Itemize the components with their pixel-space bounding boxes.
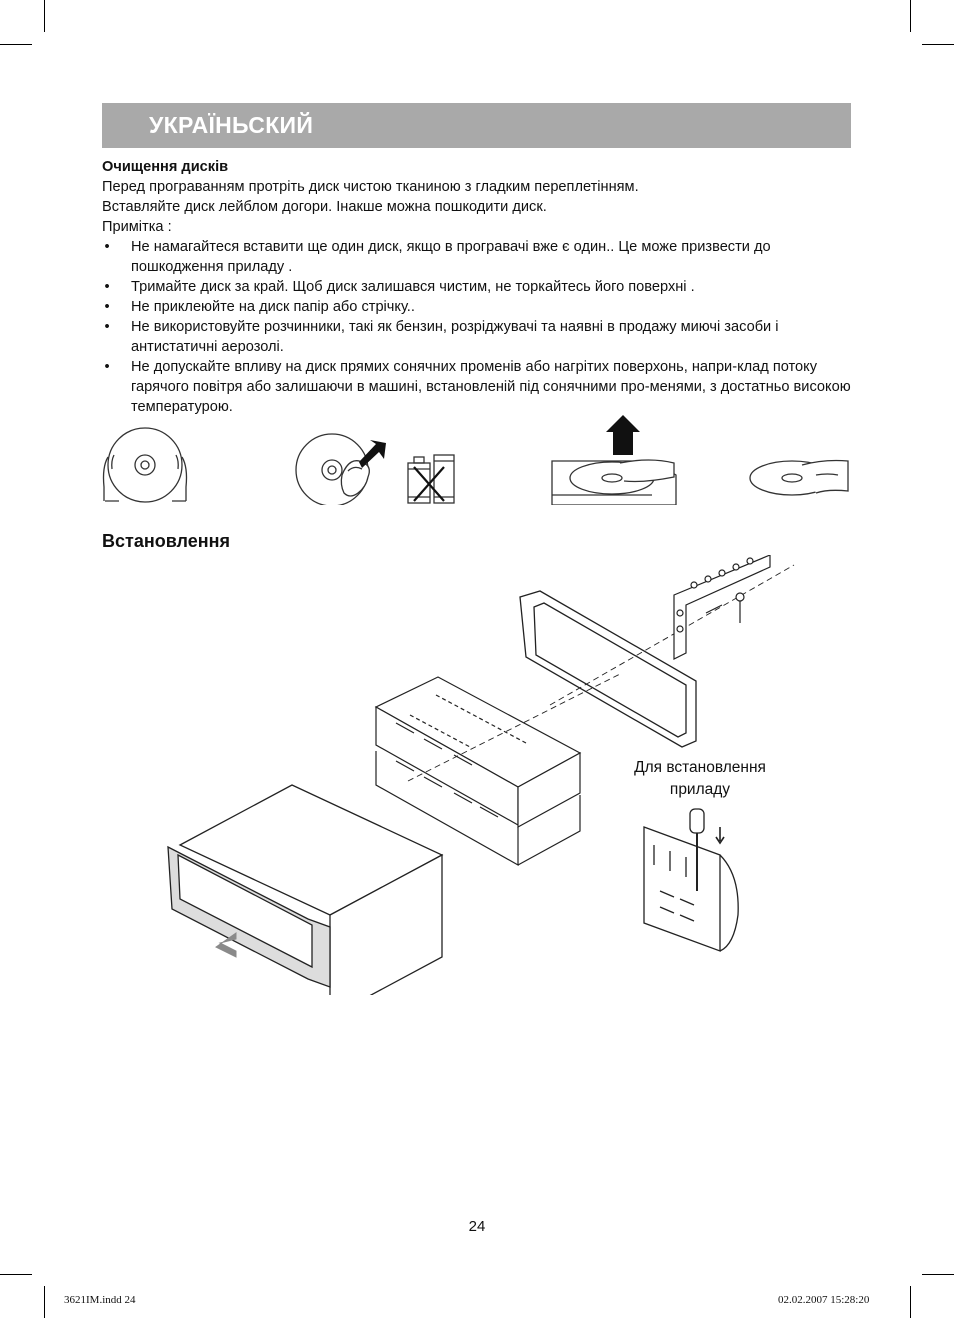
note-text: Не намагайтеся вставити ще один диск, якщо в програвачі вже є один.. Це може призвести до пошкодження приладу . bbox=[131, 239, 771, 275]
caption-line: Для встановлення bbox=[634, 759, 766, 776]
crop-mark bbox=[0, 1274, 32, 1275]
crop-mark bbox=[922, 44, 954, 45]
language-header-bar bbox=[102, 103, 851, 148]
note-item bbox=[102, 357, 854, 417]
bullet: • bbox=[104, 359, 110, 375]
bullet: • bbox=[104, 239, 110, 255]
file-slug: 3621IM.indd 24 bbox=[64, 1294, 136, 1306]
page-number: 24 bbox=[468, 1218, 486, 1235]
bullet: • bbox=[104, 279, 110, 295]
hands-holding-disc-icon bbox=[104, 428, 187, 502]
disc-care-section bbox=[102, 157, 854, 417]
language-title: УКРАЇНЬСКИЙ bbox=[149, 112, 314, 138]
note-text: Не використовуйте розчинники, такі як бензин, розріджувачі та наявні в продажу миючі засоби і антистатичні аерозолі. bbox=[131, 319, 779, 355]
direction-arrow-icon bbox=[359, 440, 386, 468]
caption-line: приладу bbox=[669, 781, 731, 798]
crop-mark bbox=[44, 1286, 45, 1318]
cleaning-disc-icon bbox=[296, 434, 369, 505]
crop-mark bbox=[0, 44, 32, 45]
print-timestamp: 02.02.2007 15:28:20 bbox=[778, 1294, 870, 1306]
no-solvent-icon bbox=[408, 455, 454, 503]
eject-arrow-icon bbox=[606, 415, 640, 455]
installation-title: Встановлення bbox=[102, 531, 230, 551]
note-label: Примітка : bbox=[102, 219, 172, 235]
crop-mark bbox=[910, 0, 911, 32]
note-item bbox=[102, 297, 854, 317]
note-text: Не допускайте впливу на диск прямих сонячних променів або нагрітих поверхонь, напри-клад потоку гарячого повітря або залишаючи в машині, встановленій під сонячними про-менями, з достатньо високою температурою. bbox=[131, 359, 851, 415]
disc-handling-illustrations bbox=[100, 415, 854, 505]
note-text: Не приклеюйте на диск папір або стрічку.. bbox=[131, 299, 415, 315]
body-line: Вставляйте диск лейблом догори. Інакше можна пошкодити диск. bbox=[102, 199, 547, 215]
mounting-bracket-illustration bbox=[674, 555, 770, 659]
mounting-sleeve-illustration bbox=[376, 677, 580, 865]
radio-unit-illustration bbox=[168, 785, 442, 995]
bullet: • bbox=[104, 319, 110, 335]
crop-mark bbox=[922, 1274, 954, 1275]
disc-eject-icon bbox=[552, 460, 676, 505]
hand-holding-disc-edge-icon bbox=[750, 461, 848, 496]
trim-frame-illustration bbox=[520, 591, 696, 747]
bullet: • bbox=[104, 299, 110, 315]
note-item bbox=[102, 277, 854, 297]
screwdriver-detail-illustration bbox=[644, 809, 738, 951]
note-text: Тримайте диск за край. Щоб диск залишався чистим, не торкайтесь його поверхні . bbox=[131, 279, 695, 295]
installation-caption bbox=[600, 757, 800, 801]
disc-care-subtitle: Очищення дисків bbox=[102, 159, 229, 175]
crop-mark bbox=[44, 0, 45, 32]
note-item bbox=[102, 237, 854, 277]
crop-mark bbox=[910, 1286, 911, 1318]
note-item bbox=[102, 317, 854, 357]
notes-list bbox=[102, 237, 854, 417]
body-line: Перед програванням протріть диск чистою тканиною з гладким переплетінням. bbox=[102, 179, 639, 195]
